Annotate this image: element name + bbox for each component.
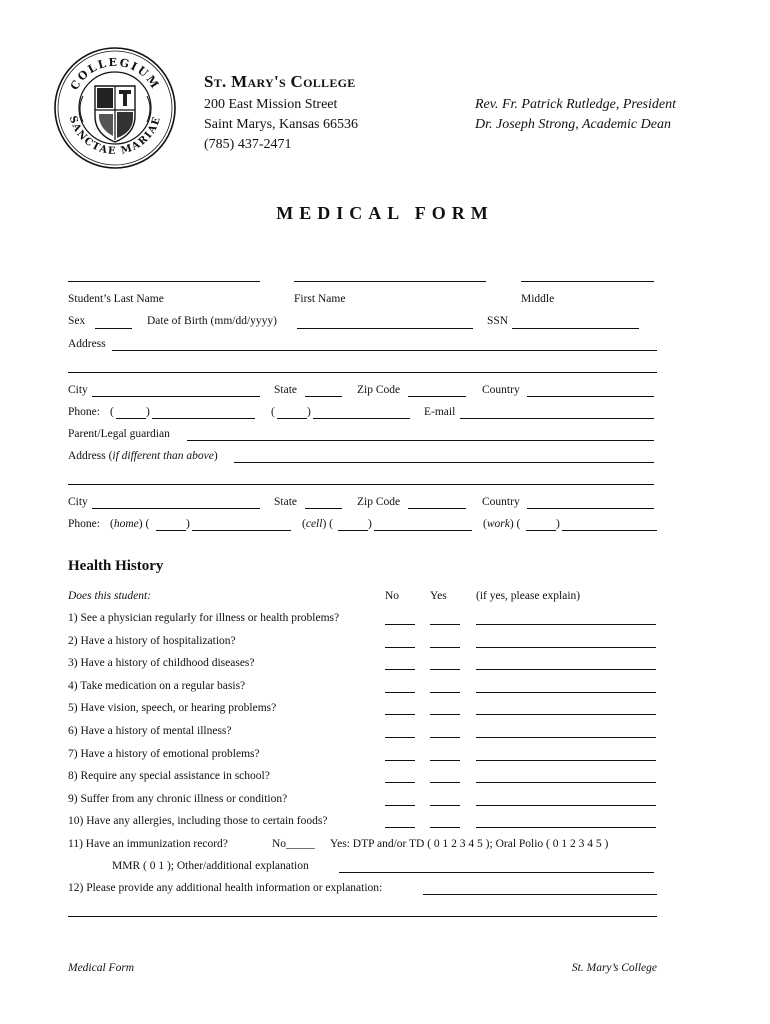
q11-no-option[interactable]: No_____ xyxy=(272,838,315,850)
guardian-country-label: Country xyxy=(482,496,520,508)
phone-area-open: ( xyxy=(110,406,114,418)
q12-field-2[interactable] xyxy=(68,916,657,917)
middle-name-field[interactable] xyxy=(521,281,654,282)
cell-phone-label: (cell) ( xyxy=(302,518,333,530)
address-line-2: Saint Marys, Kansas 66536 xyxy=(204,117,358,132)
home-area-field[interactable] xyxy=(156,530,186,531)
college-name: St. Mary's College xyxy=(204,72,356,91)
health-question-label: 7) Have a history of emotional problems? xyxy=(68,748,260,760)
zip-field[interactable] xyxy=(408,396,466,397)
health-question-label: 8) Require any special assistance in school? xyxy=(68,770,270,782)
home-number-field[interactable] xyxy=(192,530,291,531)
middle-name-label: Middle xyxy=(521,293,555,305)
work-number-field[interactable] xyxy=(562,530,657,531)
cell-number-field[interactable] xyxy=(374,530,472,531)
president: Rev. Fr. Patrick Rutledge, President xyxy=(475,97,676,112)
phone-area-close: ) xyxy=(146,406,150,418)
health-question-label: 4) Take medication on a regular basis? xyxy=(68,680,246,692)
yes-answer-field[interactable] xyxy=(430,647,460,648)
yes-answer-field[interactable] xyxy=(430,805,460,806)
college-phone: (785) 437-2471 xyxy=(204,137,292,152)
health-question-label: 1) See a physician regularly for illness or health problems? xyxy=(68,612,340,624)
q12-label: 12) Please provide any additional health information or explanation: xyxy=(68,882,383,894)
address-label: Address xyxy=(68,338,106,350)
guardian-address-field-2[interactable] xyxy=(68,484,654,485)
health-question-label: 9) Suffer from any chronic illness or condition? xyxy=(68,793,288,805)
no-answer-field[interactable] xyxy=(385,760,415,761)
phone2-area-field[interactable] xyxy=(277,418,307,419)
q12-field[interactable] xyxy=(423,894,657,895)
seal-text-bottom: SANCTAE MARIAE xyxy=(66,114,164,158)
academic-dean: Dr. Joseph Strong, Academic Dean xyxy=(475,117,671,132)
cell-area-field[interactable] xyxy=(338,530,368,531)
address-field[interactable] xyxy=(112,350,657,351)
country-label: Country xyxy=(482,384,520,396)
col-no-header: No xyxy=(385,590,400,602)
yes-answer-field[interactable] xyxy=(430,760,460,761)
first-name-field[interactable] xyxy=(294,281,486,282)
explain-field[interactable] xyxy=(476,827,656,828)
college-seal-logo xyxy=(53,46,177,170)
email-field[interactable] xyxy=(460,418,654,419)
explain-field[interactable] xyxy=(476,669,656,670)
guardian-city-field[interactable] xyxy=(92,508,260,509)
explain-field[interactable] xyxy=(476,624,656,625)
work-area-field[interactable] xyxy=(526,530,556,531)
guardian-label: Parent/Legal guardian xyxy=(68,428,170,440)
guardian-zip-label: Zip Code xyxy=(357,496,401,508)
phone2-number-field[interactable] xyxy=(313,418,410,419)
col-explain-header: (if yes, please explain) xyxy=(476,590,581,602)
yes-answer-field[interactable] xyxy=(430,624,460,625)
explain-field[interactable] xyxy=(476,737,656,738)
footer-left: Medical Form xyxy=(68,962,135,974)
sex-field[interactable] xyxy=(95,328,132,329)
health-question-label: 6) Have a history of mental illness? xyxy=(68,725,232,737)
health-question-label: 3) Have a history of childhood diseases? xyxy=(68,657,255,669)
state-label: State xyxy=(274,384,297,396)
q11-mmr-label: MMR ( 0 1 ); Other/additional explanation xyxy=(112,860,309,872)
yes-answer-field[interactable] xyxy=(430,782,460,783)
city-field[interactable] xyxy=(92,396,260,397)
work-area-close: ) xyxy=(556,518,560,530)
footer-right: St. Mary’s College xyxy=(571,962,657,974)
seal-text-top: COLLEGIUM xyxy=(67,55,163,93)
health-question-label: 5) Have vision, speech, or hearing problems? xyxy=(68,702,277,714)
city-label: City xyxy=(68,384,88,396)
explain-field[interactable] xyxy=(476,692,656,693)
no-answer-field[interactable] xyxy=(385,737,415,738)
state-field[interactable] xyxy=(305,396,342,397)
home-phone-label: (home) ( xyxy=(110,518,150,530)
home-area-close: ) xyxy=(186,518,190,530)
phone-number-field[interactable] xyxy=(152,418,255,419)
no-answer-field[interactable] xyxy=(385,782,415,783)
ssn-field[interactable] xyxy=(512,328,639,329)
yes-answer-field[interactable] xyxy=(430,692,460,693)
health-history-title: Health History xyxy=(68,558,164,574)
phone2-area-close: ) xyxy=(307,406,311,418)
form-title: MEDICAL FORM xyxy=(276,203,494,223)
explain-field[interactable] xyxy=(476,782,656,783)
first-name-label: First Name xyxy=(294,293,346,305)
address-field-2[interactable] xyxy=(68,372,657,373)
guardian-phone-label: Phone: xyxy=(68,518,100,530)
no-answer-field[interactable] xyxy=(385,827,415,828)
guardian-city-label: City xyxy=(68,496,88,508)
yes-answer-field[interactable] xyxy=(430,669,460,670)
dob-field[interactable] xyxy=(297,328,473,329)
yes-answer-field[interactable] xyxy=(430,714,460,715)
zip-label: Zip Code xyxy=(357,384,401,396)
no-answer-field[interactable] xyxy=(385,647,415,648)
guardian-address-label: Address (if different than above) xyxy=(68,450,218,462)
q11-explanation-field[interactable] xyxy=(339,872,654,873)
no-answer-field[interactable] xyxy=(385,669,415,670)
guardian-state-field[interactable] xyxy=(305,508,342,509)
no-answer-field[interactable] xyxy=(385,805,415,806)
country-field[interactable] xyxy=(527,396,654,397)
q11-yes-details[interactable]: Yes: DTP and/or TD ( 0 1 2 3 4 5 ); Oral Polio ( 0 1 2 3 4 5 ) xyxy=(330,838,609,850)
sex-label: Sex xyxy=(68,315,86,327)
address-line-1: 200 East Mission Street xyxy=(204,97,338,112)
yes-answer-field[interactable] xyxy=(430,827,460,828)
phone-area-field[interactable] xyxy=(116,418,146,419)
email-label: E-mail xyxy=(424,406,456,418)
guardian-address-field[interactable] xyxy=(234,462,654,463)
q11-label: 11) Have an immunization record? xyxy=(68,838,228,850)
ssn-label: SSN xyxy=(487,315,509,327)
phone-label: Phone: xyxy=(68,406,100,418)
dob-label: Date of Birth (mm/dd/yyyy) xyxy=(147,315,277,327)
explain-field[interactable] xyxy=(476,805,656,806)
last-name-label: Student’s Last Name xyxy=(68,293,164,305)
work-phone-label: (work) ( xyxy=(483,518,521,530)
no-answer-field[interactable] xyxy=(385,714,415,715)
health-question-label: 2) Have a history of hospitalization? xyxy=(68,635,236,647)
health-question-label: 10) Have any allergies, including those to certain foods? xyxy=(68,815,328,827)
explain-field[interactable] xyxy=(476,647,656,648)
explain-field[interactable] xyxy=(476,714,656,715)
last-name-field[interactable] xyxy=(68,281,260,282)
cell-area-close: ) xyxy=(368,518,372,530)
health-intro: Does this student: xyxy=(68,590,152,602)
col-yes-header: Yes xyxy=(430,590,447,602)
no-answer-field[interactable] xyxy=(385,692,415,693)
explain-field[interactable] xyxy=(476,760,656,761)
guardian-country-field[interactable] xyxy=(527,508,654,509)
yes-answer-field[interactable] xyxy=(430,737,460,738)
phone2-area-open: ( xyxy=(271,406,275,418)
guardian-state-label: State xyxy=(274,496,297,508)
no-answer-field[interactable] xyxy=(385,624,415,625)
guardian-field[interactable] xyxy=(187,440,654,441)
guardian-zip-field[interactable] xyxy=(408,508,466,509)
